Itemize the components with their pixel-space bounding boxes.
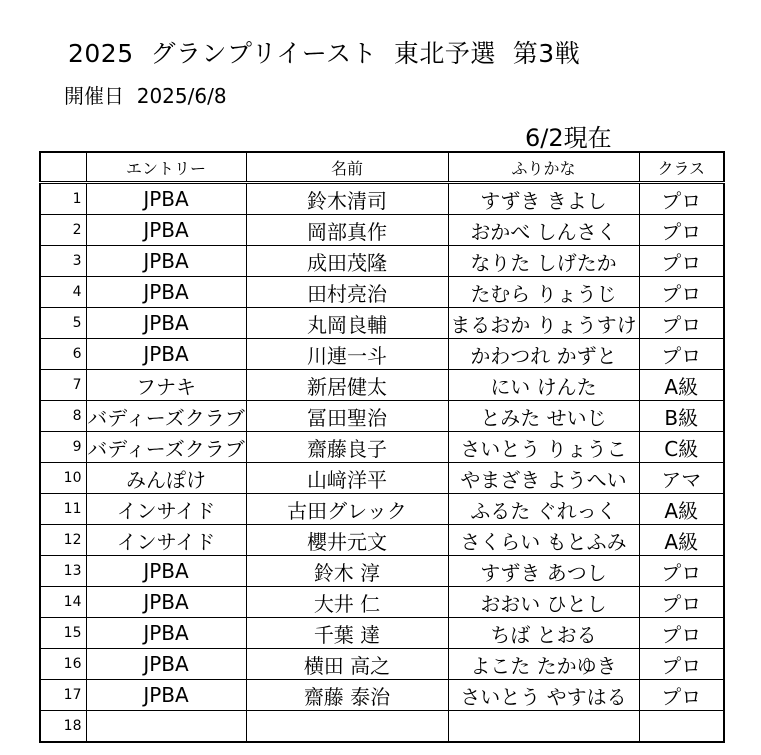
kana-cell: すずき あつし	[448, 556, 639, 587]
name-cell: 新居健太	[246, 370, 448, 401]
header-name: 名前	[246, 152, 448, 183]
event-date: 開催日 2025/6/8	[64, 84, 227, 108]
kana-cell: ちば とおる	[448, 618, 639, 649]
class-cell: プロ	[639, 308, 724, 339]
table-row	[40, 463, 724, 494]
table-row	[40, 215, 724, 246]
entry-cell: JPBA	[86, 308, 246, 339]
table-row	[40, 618, 724, 649]
class-cell: A級	[639, 525, 724, 556]
kana-cell: なりた しげたか	[448, 246, 639, 277]
entry-cell: JPBA	[86, 339, 246, 370]
kana-cell	[448, 711, 639, 743]
table-row	[40, 183, 724, 215]
kana-cell: にい けんた	[448, 370, 639, 401]
header-entry: エントリー	[86, 152, 246, 183]
class-cell: プロ	[639, 587, 724, 618]
class-cell: プロ	[639, 556, 724, 587]
row-number: 6	[40, 339, 86, 370]
name-cell	[246, 711, 448, 743]
row-number: 2	[40, 215, 86, 246]
row-number: 9	[40, 432, 86, 463]
table-row	[40, 308, 724, 339]
name-cell: 田村亮治	[246, 277, 448, 308]
as-of-date: 6/2現在	[525, 124, 612, 152]
table-header-row	[40, 152, 724, 183]
class-cell: プロ	[639, 618, 724, 649]
kana-cell: さくらい もとふみ	[448, 525, 639, 556]
kana-cell: かわつれ かずと	[448, 339, 639, 370]
entry-cell	[86, 711, 246, 743]
row-number: 12	[40, 525, 86, 556]
entry-table	[39, 151, 725, 743]
kana-cell: ふるた ぐれっく	[448, 494, 639, 525]
class-cell	[639, 711, 724, 743]
row-number: 3	[40, 246, 86, 277]
table-row	[40, 246, 724, 277]
entry-cell: JPBA	[86, 183, 246, 215]
entry-cell: JPBA	[86, 246, 246, 277]
name-cell: 鈴木 淳	[246, 556, 448, 587]
entry-cell: インサイド	[86, 525, 246, 556]
entry-cell: JPBA	[86, 649, 246, 680]
entry-cell: JPBA	[86, 587, 246, 618]
class-cell: プロ	[639, 246, 724, 277]
row-number: 15	[40, 618, 86, 649]
table-row	[40, 401, 724, 432]
kana-cell: まるおか りょうすけ	[448, 308, 639, 339]
name-cell: 成田茂隆	[246, 246, 448, 277]
entry-cell: JPBA	[86, 680, 246, 711]
name-cell: 丸岡良輔	[246, 308, 448, 339]
kana-cell: たむら りょうじ	[448, 277, 639, 308]
row-number: 16	[40, 649, 86, 680]
kana-cell: おおい ひとし	[448, 587, 639, 618]
row-number: 1	[40, 183, 86, 215]
table-row	[40, 525, 724, 556]
name-cell: 大井 仁	[246, 587, 448, 618]
row-number: 7	[40, 370, 86, 401]
entry-cell: JPBA	[86, 215, 246, 246]
kana-cell: さいとう りょうこ	[448, 432, 639, 463]
class-cell: C級	[639, 432, 724, 463]
kana-cell: よこた たかゆき	[448, 649, 639, 680]
table-row	[40, 432, 724, 463]
kana-cell: おかべ しんさく	[448, 215, 639, 246]
kana-cell: とみた せいじ	[448, 401, 639, 432]
class-cell: プロ	[639, 339, 724, 370]
entry-cell: JPBA	[86, 618, 246, 649]
header-kana: ふりかな	[448, 152, 639, 183]
table-body	[40, 183, 724, 743]
page-title: 2025 グランプリイースト 東北予選 第3戦	[68, 39, 581, 68]
row-number: 18	[40, 711, 86, 743]
name-cell: 岡部真作	[246, 215, 448, 246]
entry-cell: バディーズクラブ	[86, 432, 246, 463]
header-class: クラス	[639, 152, 724, 183]
class-cell: プロ	[639, 680, 724, 711]
name-cell: 横田 高之	[246, 649, 448, 680]
entry-cell: JPBA	[86, 556, 246, 587]
kana-cell: やまざき ようへい	[448, 463, 639, 494]
row-number: 4	[40, 277, 86, 308]
table-row	[40, 277, 724, 308]
class-cell: B級	[639, 401, 724, 432]
row-number: 10	[40, 463, 86, 494]
table-row	[40, 649, 724, 680]
name-cell: 齋藤 泰治	[246, 680, 448, 711]
class-cell: プロ	[639, 277, 724, 308]
name-cell: 齋藤良子	[246, 432, 448, 463]
class-cell: A級	[639, 494, 724, 525]
class-cell: プロ	[639, 183, 724, 215]
row-number: 8	[40, 401, 86, 432]
class-cell: アマ	[639, 463, 724, 494]
name-cell: 川連一斗	[246, 339, 448, 370]
table-row	[40, 370, 724, 401]
name-cell: 山﨑洋平	[246, 463, 448, 494]
entry-cell: インサイド	[86, 494, 246, 525]
table-row	[40, 711, 724, 743]
table-row	[40, 556, 724, 587]
table-row	[40, 339, 724, 370]
name-cell: 古田グレック	[246, 494, 448, 525]
entry-cell: JPBA	[86, 277, 246, 308]
class-cell: プロ	[639, 215, 724, 246]
entry-cell: バディーズクラブ	[86, 401, 246, 432]
name-cell: 冨田聖治	[246, 401, 448, 432]
class-cell: プロ	[639, 649, 724, 680]
kana-cell: すずき きよし	[448, 183, 639, 215]
table-row	[40, 680, 724, 711]
row-number: 17	[40, 680, 86, 711]
kana-cell: さいとう やすはる	[448, 680, 639, 711]
entry-cell: みんぽけ	[86, 463, 246, 494]
name-cell: 櫻井元文	[246, 525, 448, 556]
name-cell: 千葉 達	[246, 618, 448, 649]
entry-cell: フナキ	[86, 370, 246, 401]
table-row	[40, 494, 724, 525]
name-cell: 鈴木清司	[246, 183, 448, 215]
row-number: 11	[40, 494, 86, 525]
row-number: 14	[40, 587, 86, 618]
table-row	[40, 587, 724, 618]
row-number: 5	[40, 308, 86, 339]
row-number: 13	[40, 556, 86, 587]
header-number	[40, 152, 86, 183]
class-cell: A級	[639, 370, 724, 401]
